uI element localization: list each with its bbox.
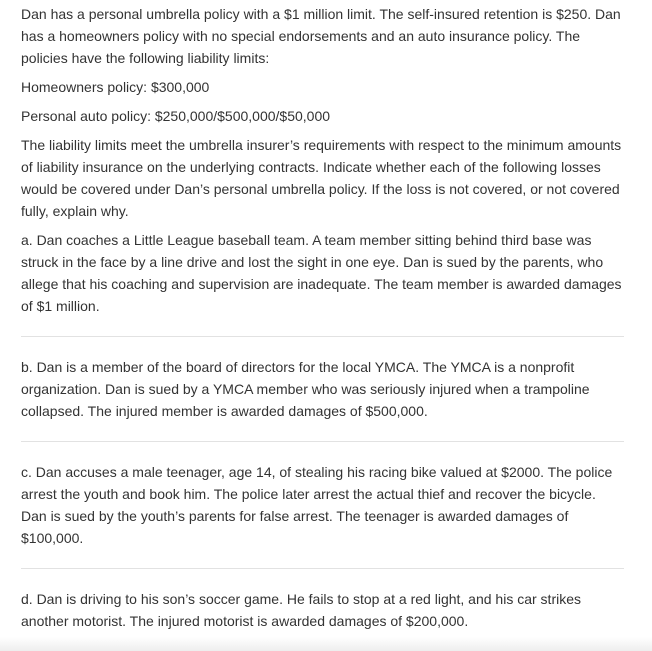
bottom-fade xyxy=(0,637,652,651)
divider xyxy=(21,336,624,337)
divider xyxy=(21,568,624,569)
question-c: c. Dan accuses a male teenager, age 14, of stealing his racing bike valued at $2000. The police arrest the youth and book him. The police later arrest the actual thief and recover the bicycle. Dan is sued by the youth’s parents for false arrest. The teenager is awarded damages of $100,000. xyxy=(21,464,613,546)
question-b: b. Dan is a member of the board of directors for the local YMCA. The YMCA is a nonprofit organization. Dan is sued by a YMCA member who was seriously injured when a trampoline collapsed. The injured member is awarded damages of $500,000. xyxy=(21,359,590,419)
homeowners-limit: Homeowners policy: $300,000 xyxy=(21,79,210,95)
instructions-paragraph: The liability limits meet the umbrella insurer’s requirements with respect to the minimum amounts of liability insurance on the underlying contracts. Indicate whether each of the following losses would be covered under Dan’s personal umbrella policy. If the loss is not covered, or not covered fully, explain why. xyxy=(21,137,622,219)
problem-content xyxy=(21,3,624,639)
divider xyxy=(21,441,624,442)
question-a: a. Dan coaches a Little League baseball team. A team member sitting behind third base was struck in the face by a line drive and lost the sight in one eye. Dan is sued by the parents, who allege that his coaching and supervision are inadequate. The team member is awarded damages of $1 million. xyxy=(21,232,622,314)
auto-limit: Personal auto policy: $250,000/$500,000/$50,000 xyxy=(21,108,331,124)
question-d: d. Dan is driving to his son’s soccer game. He fails to stop at a red light, and his car strikes another motorist. The injured motorist is awarded damages of $200,000. xyxy=(21,591,581,629)
intro-paragraph: Dan has a personal umbrella policy with a $1 million limit. The self-insured retention is $250. Dan has a homeowners policy with no special endorsements and an auto insurance policy. The policies have the following liability limits: xyxy=(21,6,621,66)
